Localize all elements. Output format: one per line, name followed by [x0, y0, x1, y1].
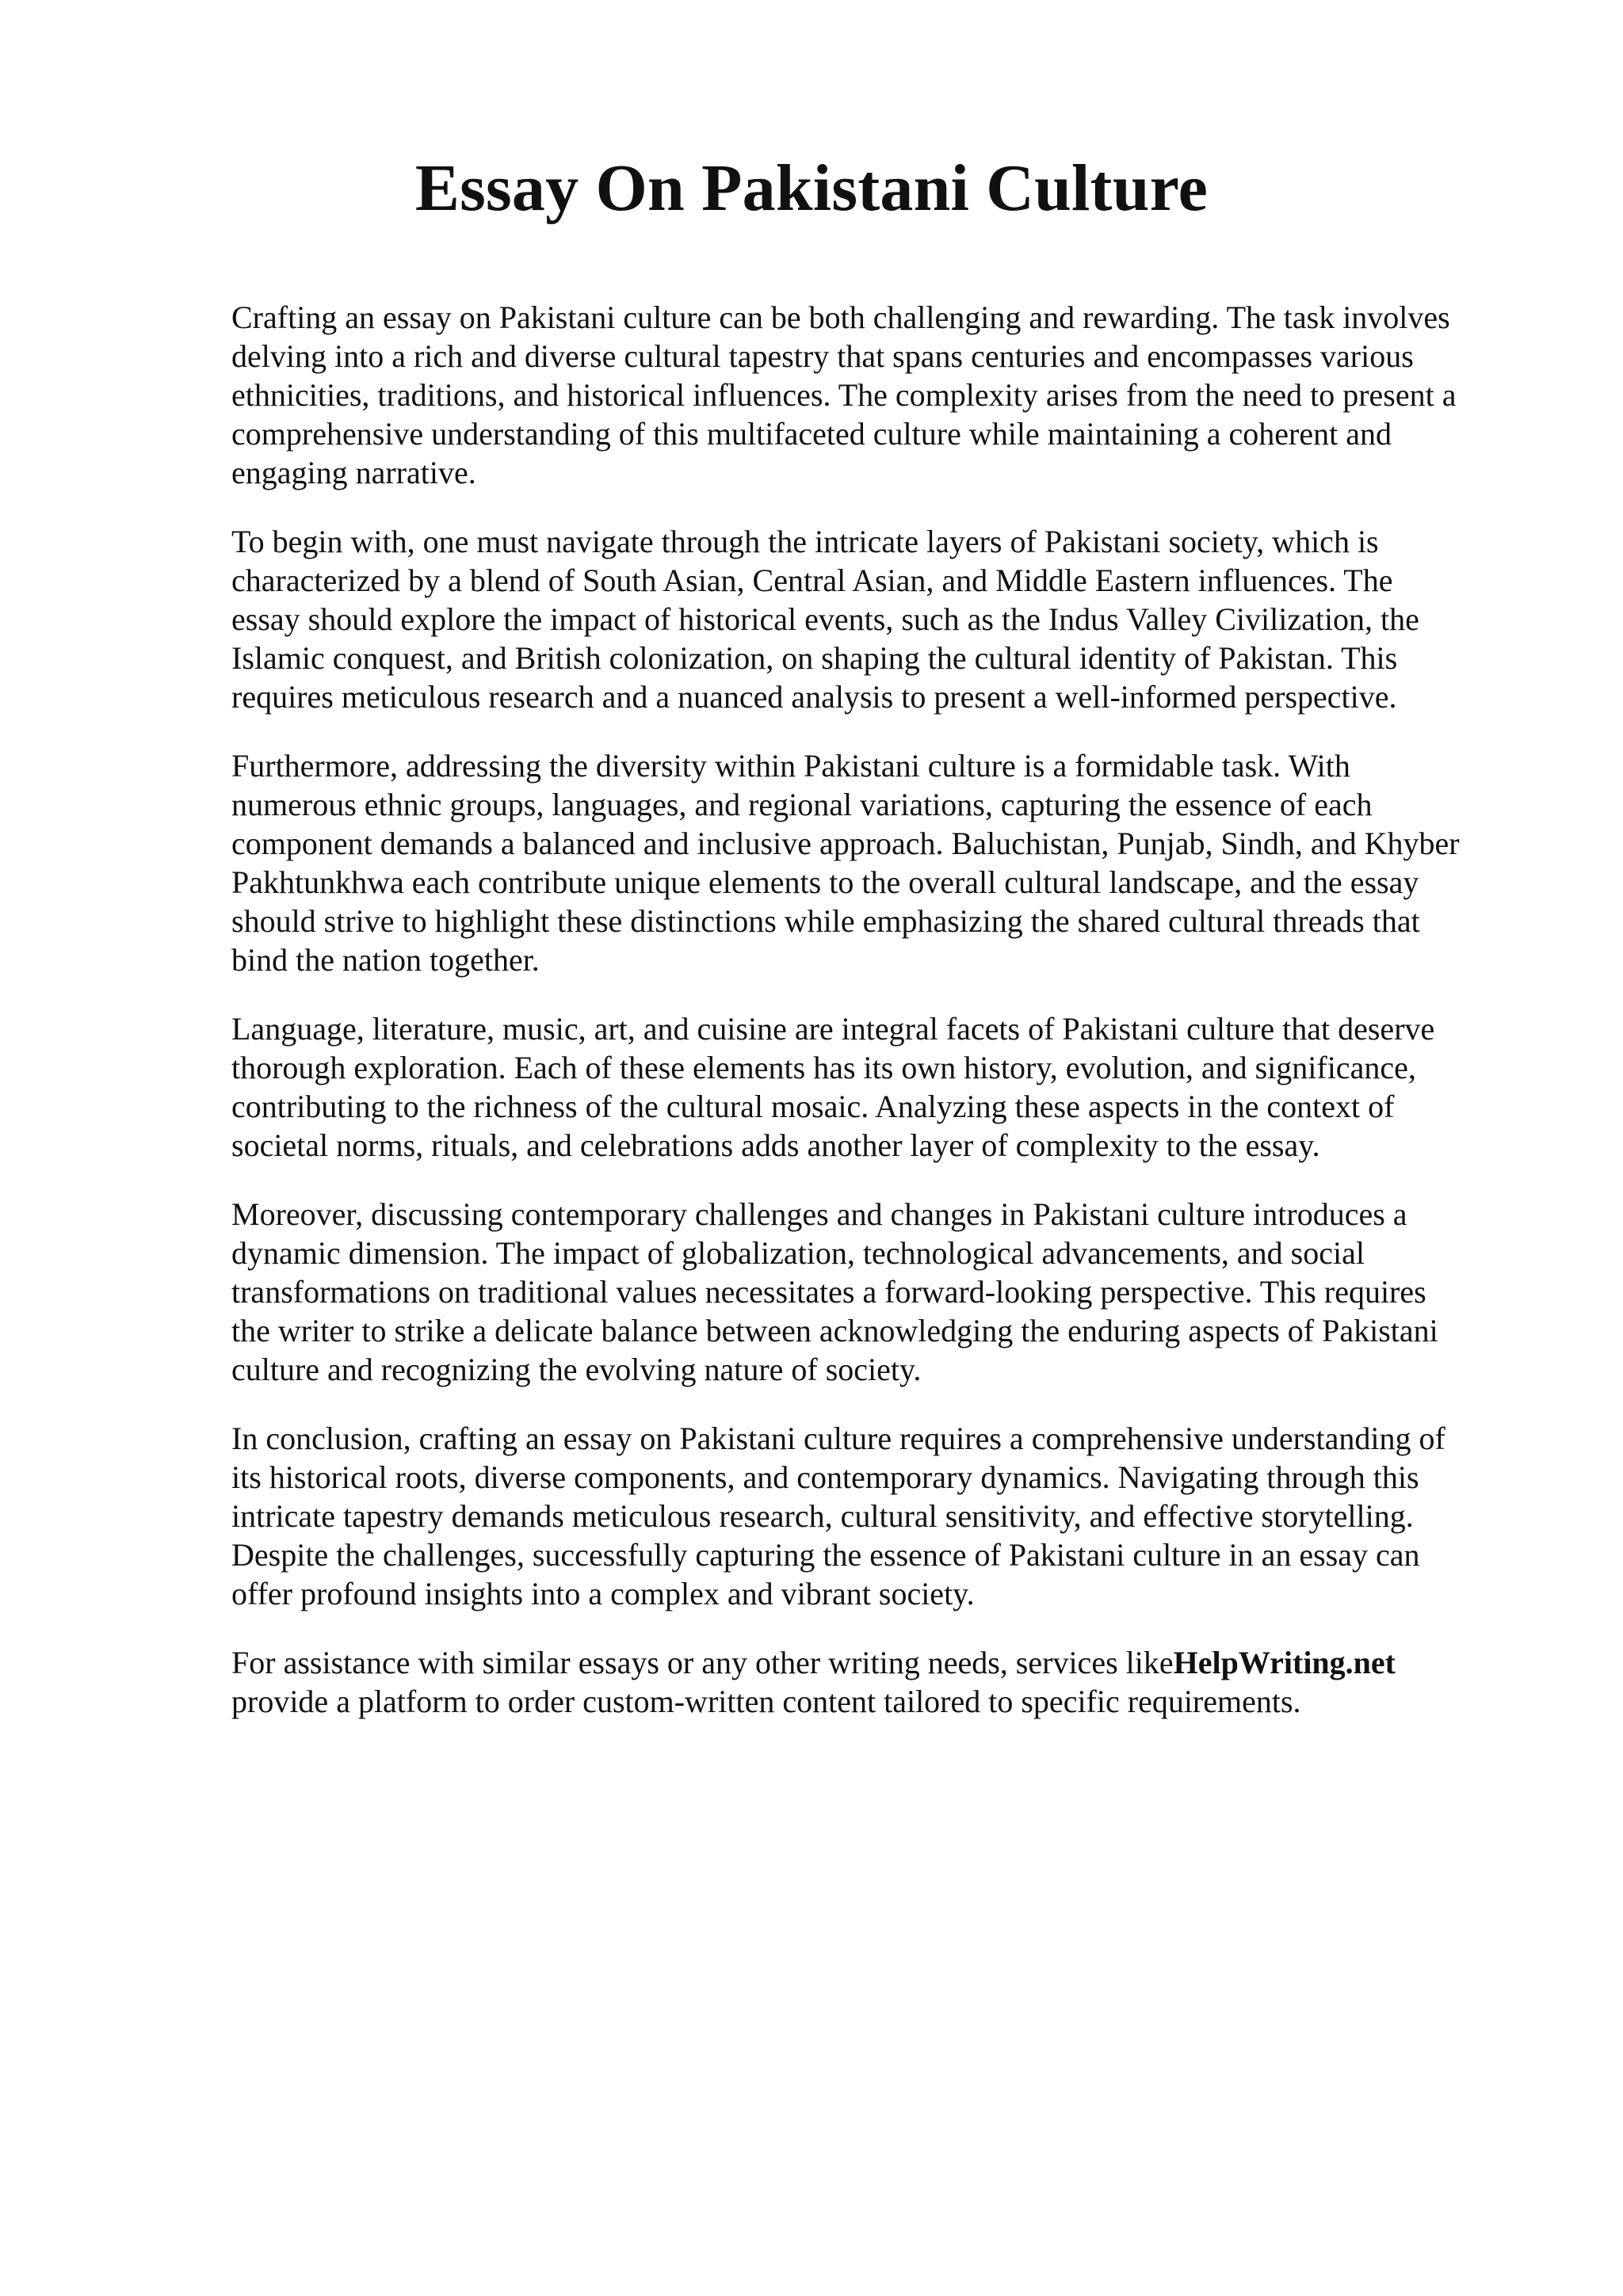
essay-body	[231, 298, 1523, 1751]
paragraph-1: Crafting an essay on Pakistani culture can be both challenging and rewarding. The task involves delving into a rich and diverse cultural tapestry that spans centuries and encompasses various ethnicities, traditions, and historical influences. The complexity arises from the need to present a comprehensive understanding of this multifaceted culture while maintaining a coherent and engaging narrative.	[231, 299, 1457, 490]
paragraph-2: To begin with, one must navigate through the intricate layers of Pakistani society, which is characterized by a blend of South Asian, Central Asian, and Middle Eastern influences. The essay should explore the impact of historical events, such as the Indus Valley Civilization, the Islamic conquest, and British colonization, on shaping the cultural identity of Pakistan. This requires meticulous research and a nuanced analysis to present a well-informed perspective.	[231, 524, 1419, 715]
paragraph-4: Language, literature, music, art, and cuisine are integral facets of Pakistani culture that deserve thorough exploration. Each of these elements has its own history, evolution, and significance, contributing to the richness of the cultural mosaic. Analyzing these aspects in the context of societal norms, rituals, and celebrations adds another layer of complexity to the essay.	[231, 1011, 1435, 1163]
paragraph-5: Moreover, discussing contemporary challenges and changes in Pakistani culture introduces a dynamic dimension. The impact of globalization, technological advancements, and social transformations on traditional values necessitates a forward-looking perspective. This requires the writer to strike a delicate balance between acknowledging the enduring aspects of Pakistani culture and recognizing the evolving nature of society.	[231, 1196, 1438, 1387]
helpwriting-brand: HelpWriting.net	[1173, 1645, 1396, 1680]
closing-paragraph	[231, 1643, 1523, 1721]
closing-tail-text: provide a platform to order custom-written content tailored to specific requirements.	[231, 1684, 1301, 1719]
paragraph-3: Furthermore, addressing the diversity within Pakistani culture is a formidable task. With numerous ethnic groups, languages, and regional variations, capturing the essence of each component demands a balanced and inclusive approach. Baluchistan, Punjab, Sindh, and Khyber Pakhtunkhwa each contribute unique elements to the overall cultural landscape, and the essay should strive to highlight these distinctions while emphasizing the shared cultural threads that bind the nation together.	[231, 748, 1460, 978]
page-title: Essay On Pakistani Culture	[414, 151, 1209, 225]
paragraph-6: In conclusion, crafting an essay on Pakistani culture requires a comprehensive understanding of its historical roots, diverse components, and contemporary dynamics. Navigating through this intricate tapestry demands meticulous research, cultural sensitivity, and effective storytelling. Despite the challenges, successfully capturing the essence of Pakistani culture in an essay can offer profound insights into a complex and vibrant society.	[231, 1421, 1445, 1611]
closing-lead-text: For assistance with similar essays or any other writing needs, services like	[231, 1645, 1174, 1680]
